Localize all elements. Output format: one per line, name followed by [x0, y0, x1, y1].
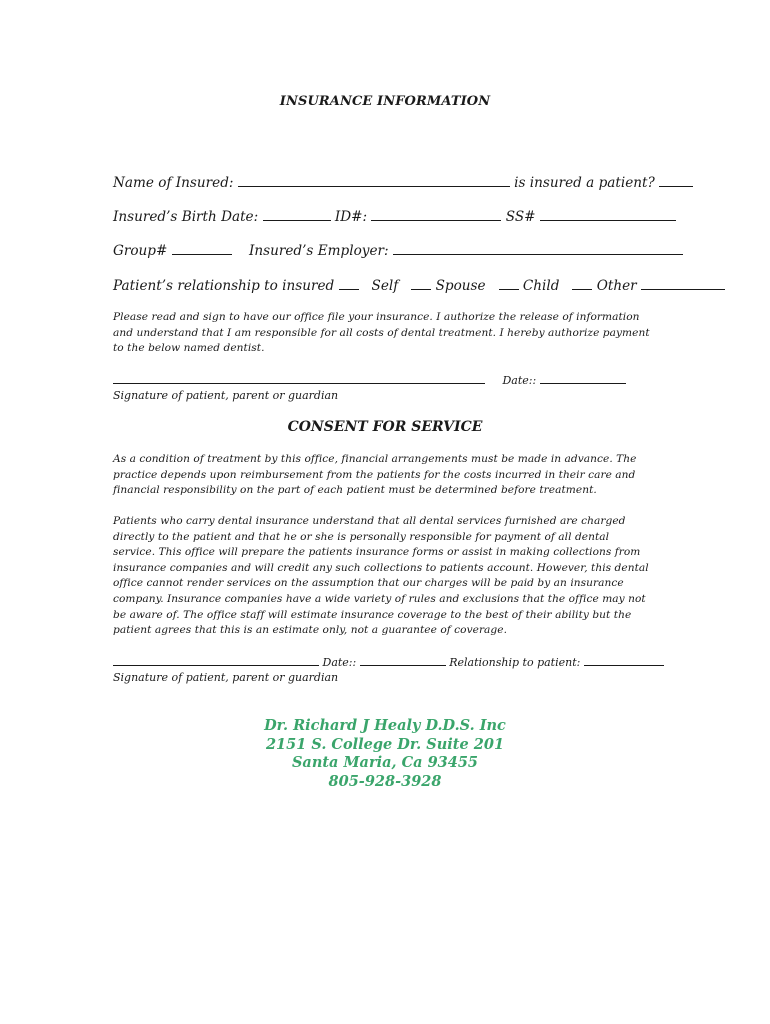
self-checkbox-field[interactable] [339, 276, 359, 290]
birth-date-row [113, 207, 676, 226]
practice-street: 2151 S. College Dr. Suite 201 [265, 735, 505, 753]
signature-caption-2: Signature of patient, parent or guardian [113, 671, 339, 684]
date-field-1[interactable] [540, 372, 626, 384]
self-option-label: Self [371, 278, 399, 294]
name-of-insured-label: Name of Insured: [113, 175, 234, 191]
is-patient-field[interactable] [659, 173, 693, 187]
consent-paragraph-2: Patients who carry dental insurance understand that all dental services furnished are charged directly to the patient and that he or she is personally responsible for payment of all dental service. This office will prepare the patients insurance forms or assist in making collections from insurance companies and will credit any such collections to patients account. However, this dental office cannot render services on the assumption that our charges will be paid by an insurance company. Insurance companies have a wide variety of rules and exclusions that the office may not be aware of. The office staff will estimate insurance coverage to the best of their ability but the patient agrees that this is an estimate only, not a guarantee of coverage. [113, 515, 649, 637]
signature-row-2 [113, 654, 664, 670]
id-label: ID#: [334, 209, 368, 225]
authorization-paragraph: Please read and sign to have our office file your insurance. I authorize the release of information and understand that I am responsible for all costs of dental treatment. I hereby authorize payment to the below named dentist. [113, 311, 650, 355]
consent-paragraph-1: As a condition of treatment by this office, financial arrangements must be made in advance. The practice depends upon reimbursement from the patients for the costs incurred in their care and financial responsibility on the part of each patient must be determined before treatment. [113, 453, 637, 497]
signature-row-1 [113, 372, 626, 388]
spouse-option-label: Spouse [435, 278, 486, 294]
birth-date-label: Insured’s Birth Date: [113, 209, 259, 225]
relationship-to-patient-field[interactable] [584, 654, 664, 666]
practice-phone: 805-928-3928 [328, 772, 442, 790]
employer-label: Insured’s Employer: [249, 243, 389, 259]
relationship-to-patient-label: Relationship to patient: [449, 656, 581, 669]
date-field-2[interactable] [360, 654, 446, 666]
signature-field-1[interactable] [113, 372, 485, 384]
other-field[interactable] [641, 276, 725, 290]
child-checkbox-field[interactable] [499, 276, 519, 290]
employer-field[interactable] [393, 241, 683, 255]
consent-title: CONSENT FOR SERVICE [287, 419, 483, 435]
signature-caption-1: Signature of patient, parent or guardian [113, 389, 339, 402]
relationship-row [113, 276, 725, 295]
is-patient-label: is insured a patient? [514, 175, 655, 191]
signature-field-2[interactable] [113, 654, 319, 666]
name-of-insured-row [113, 173, 693, 192]
practice-city: Santa Maria, Ca 93455 [291, 754, 479, 771]
page-title: INSURANCE INFORMATION [279, 94, 491, 109]
group-row [113, 241, 683, 260]
ss-label: SS# [505, 209, 536, 225]
practice-name: Dr. Richard J Healy D.D.S. Inc [264, 717, 506, 734]
ss-field[interactable] [540, 207, 676, 221]
group-field[interactable] [172, 241, 232, 255]
child-option-label: Child [522, 278, 560, 294]
other-option-label: Other [596, 278, 637, 294]
id-field[interactable] [371, 207, 501, 221]
group-label: Group# [113, 243, 168, 259]
date-label-2: Date:: [322, 656, 357, 669]
birth-date-field[interactable] [263, 207, 331, 221]
name-of-insured-field[interactable] [238, 173, 510, 187]
relationship-label: Patient’s relationship to insured [113, 278, 335, 294]
practice-info [0, 717, 770, 791]
spouse-checkbox-field[interactable] [411, 276, 431, 290]
date-label-1: Date:: [502, 374, 537, 387]
other-checkbox-field[interactable] [572, 276, 592, 290]
